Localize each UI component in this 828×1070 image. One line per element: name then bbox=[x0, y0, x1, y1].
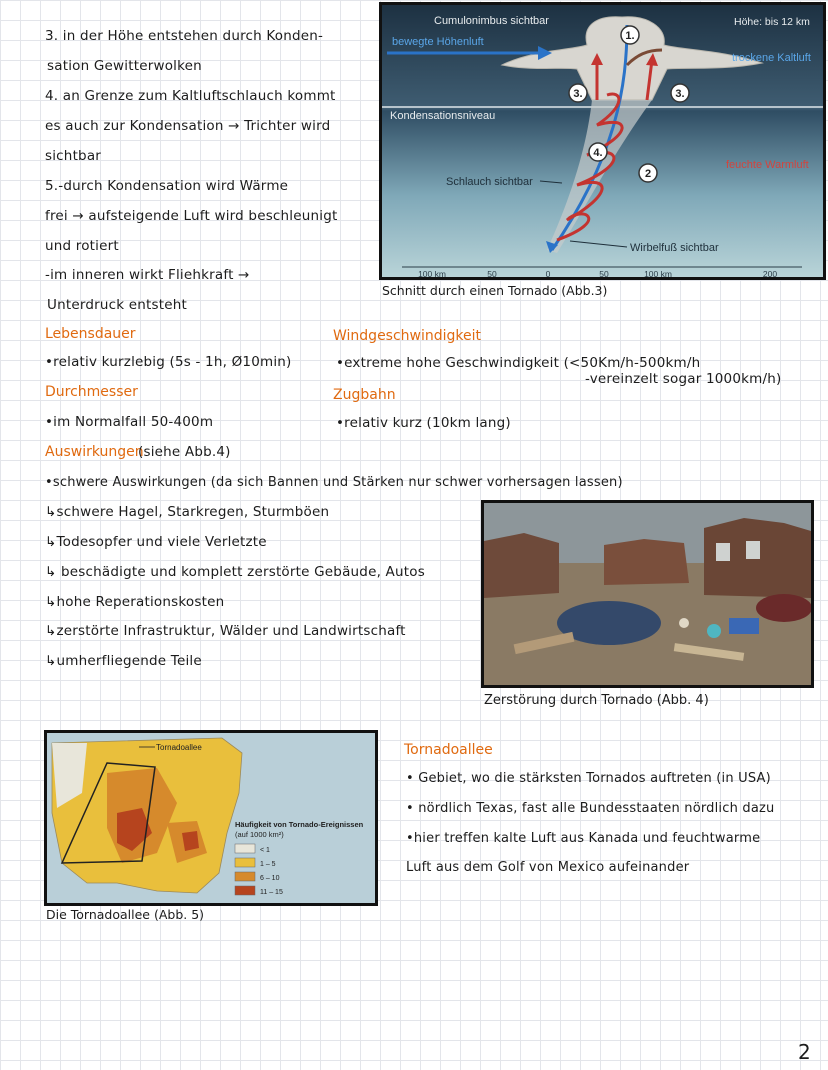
cumulonimbus-label: Cumulonimbus sichtbar bbox=[434, 15, 549, 27]
svg-text:1.: 1. bbox=[625, 30, 635, 42]
effect-item: ↳Todesopfer und viele Verletzte bbox=[45, 534, 267, 550]
window bbox=[716, 543, 730, 561]
marker-2 bbox=[639, 164, 657, 182]
hose-visible-label: Schlauch sichtbar bbox=[446, 176, 533, 188]
svg-text:11 – 15: 11 – 15 bbox=[260, 889, 283, 896]
marker-4 bbox=[589, 143, 607, 161]
tornado-alley-map-label: Tornadoallee bbox=[156, 743, 202, 752]
house-ruin bbox=[484, 533, 559, 598]
lifetime-text: •relativ kurzlebig (5s - 1h, Ø10min) bbox=[45, 354, 292, 370]
note-line: 5.-durch Kondensation wird Wärme bbox=[45, 178, 289, 194]
svg-text:3.: 3. bbox=[573, 88, 583, 100]
wind-speed-heading: Windgeschwindigkeit bbox=[333, 328, 482, 344]
note-line: Unterdruck entsteht bbox=[47, 297, 187, 313]
scale-tick-label: 50 bbox=[599, 269, 609, 277]
svg-text:1 – 5: 1 – 5 bbox=[260, 861, 276, 868]
effect-item: ↳schwere Hagel, Starkregen, Sturmböen bbox=[45, 504, 330, 520]
height-label: Höhe: bis 12 km bbox=[734, 16, 810, 28]
svg-text:< 1: < 1 bbox=[260, 847, 270, 854]
track-text: •relativ kurz (10km lang) bbox=[336, 415, 511, 431]
figure-3-caption: Schnitt durch einen Tornado (Abb.3) bbox=[382, 283, 608, 298]
dry-cold-air-label: trockene Kaltluft bbox=[732, 52, 811, 64]
tornado-cross-section-figure bbox=[379, 2, 826, 280]
scale-tick-label: 100 km bbox=[644, 269, 672, 277]
note-line: es auch zur Kondensation → Trichter wird bbox=[45, 118, 331, 134]
wind-speed-text-2: -vereinzelt sogar 1000km/h) bbox=[585, 371, 782, 387]
note-line: 3. in der Höhe entstehen durch Konden- bbox=[45, 28, 324, 44]
window bbox=[746, 541, 760, 559]
figure-4-caption: Zerstörung durch Tornado (Abb. 4) bbox=[484, 693, 709, 708]
alley-text: •hier treffen kalte Luft aus Kanada und feuchtwarme bbox=[406, 831, 761, 846]
debris bbox=[679, 618, 689, 628]
tornado-diagram bbox=[382, 5, 823, 277]
note-line: sichtbar bbox=[45, 148, 102, 164]
svg-text:6 – 10: 6 – 10 bbox=[260, 875, 280, 882]
marker-1 bbox=[621, 26, 639, 44]
warm-air-label: feuchte Warmluft bbox=[726, 159, 809, 171]
diameter-text: •im Normalfall 50-400m bbox=[45, 414, 214, 430]
lifetime-heading: Lebensdauer bbox=[45, 326, 136, 342]
wind-speed-text: •extreme hohe Geschwindigkeit (<50Km/h-500km/h bbox=[336, 355, 701, 371]
vortex-foot-label: Wirbelfuß sichtbar bbox=[630, 242, 719, 254]
condensation-level-label: Kondensationsniveau bbox=[390, 110, 496, 122]
note-line: 4. an Grenze zum Kaltluftschlauch kommt bbox=[45, 88, 336, 104]
diameter-heading: Durchmesser bbox=[45, 384, 138, 400]
debris bbox=[707, 624, 721, 638]
svg-text:4.: 4. bbox=[593, 147, 603, 159]
note-line: sation Gewitterwolken bbox=[47, 58, 202, 74]
alley-text: Luft aus dem Golf von Mexico aufeinander bbox=[406, 860, 690, 875]
note-line: und rotiert bbox=[45, 238, 119, 254]
effects-heading: Auswirkungen bbox=[45, 444, 144, 460]
wrecked-car bbox=[756, 594, 811, 622]
effect-item: ↳ beschädigte und komplett zerstörte Gebäude, Autos bbox=[45, 564, 425, 580]
moving-air-label: bewegte Höhenluft bbox=[392, 36, 484, 48]
marker-3-right bbox=[671, 84, 689, 102]
house-ruin bbox=[604, 539, 689, 585]
svg-text:3.: 3. bbox=[675, 88, 685, 100]
scale-tick-label: 200 bbox=[762, 269, 778, 277]
alley-text: • nördlich Texas, fast alle Bundesstaaten nördlich dazu bbox=[406, 801, 775, 816]
effect-item: •schwere Auswirkungen (da sich Bannen und Stärken nur schwer vorhersagen lassen) bbox=[45, 475, 623, 490]
effect-item: ↳umherfliegende Teile bbox=[45, 653, 202, 669]
page-number: 2 bbox=[798, 1040, 811, 1064]
effects-reference: (siehe Abb.4) bbox=[138, 444, 231, 460]
marker-3-left bbox=[569, 84, 587, 102]
high-frequency-region bbox=[182, 831, 199, 851]
legend-title: Häufigkeit von Tornado-Ereignissen bbox=[235, 820, 364, 829]
svg-text:2: 2 bbox=[644, 168, 652, 180]
note-line: -im inneren wirkt Fliehkraft → bbox=[45, 267, 250, 283]
effect-item: ↳zerstörte Infrastruktur, Wälder und Landwirtschaft bbox=[45, 623, 406, 639]
effect-item: ↳hohe Reperationskosten bbox=[45, 594, 225, 610]
tornado-destruction-photo bbox=[481, 500, 814, 688]
usa-tornado-map bbox=[47, 733, 375, 903]
tornado-alley-map bbox=[44, 730, 378, 906]
figure-5-caption: Die Tornadoallee (Abb. 5) bbox=[46, 907, 205, 922]
track-heading: Zugbahn bbox=[333, 387, 396, 403]
scale-tick-label: 50 bbox=[487, 269, 497, 277]
tornado-alley-heading: Tornadoallee bbox=[404, 742, 493, 758]
debris bbox=[729, 618, 759, 634]
scale-tick-label: 0 bbox=[545, 269, 551, 277]
legend-unit: (auf 1000 km²) bbox=[235, 830, 284, 839]
alley-text: • Gebiet, wo die stärksten Tornados auftreten (in USA) bbox=[406, 771, 771, 786]
scale-tick-label: 100 km bbox=[418, 269, 446, 277]
destruction-photo-illustration bbox=[484, 503, 811, 685]
note-line: frei → aufsteigende Luft wird beschleunigt bbox=[45, 208, 338, 224]
